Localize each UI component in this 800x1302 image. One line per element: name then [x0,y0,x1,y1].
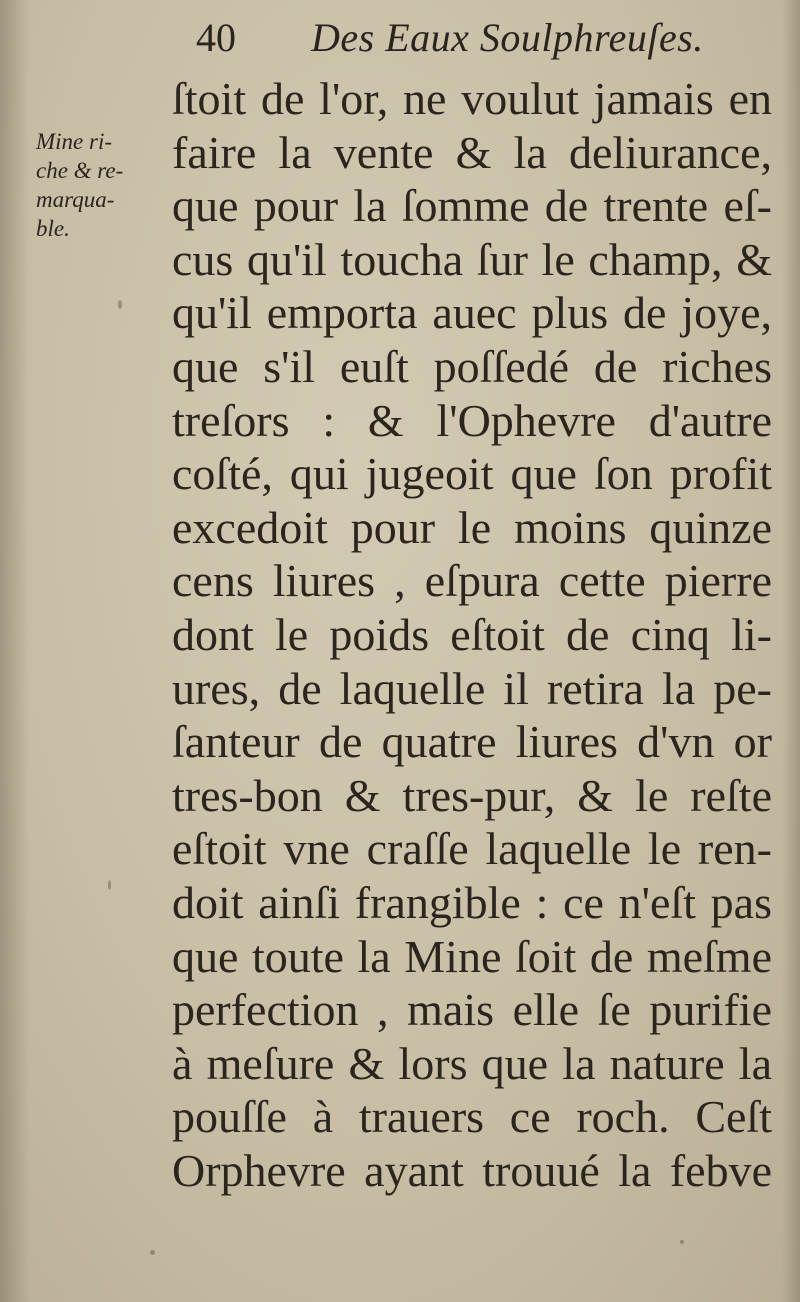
marginal-note [36,127,156,243]
text-line: coſté, qui jugeoit que ſon profit [172,448,772,500]
page-number: 40 [196,15,236,60]
page-header [196,10,756,70]
text-line: ſtoit de l'or, ne voulut jamais en [172,73,772,124]
text-line: doit ainſi frangible : ce n'eſt pas [172,876,772,928]
marginal-note-line: ble. [36,216,70,241]
text-line: faire la vente & la deliurance, [172,126,772,178]
text-line: pouſſe à trauers ce roch. Ceſt [172,1091,772,1143]
text-line: ſanteur de quatre liures d'vn or [172,716,772,768]
text-line: qu'il emporta auec plus de joye, [172,287,772,339]
marginal-note-line: marqua- [36,187,115,212]
page-gutter-shadow [0,0,30,1302]
text-line: cus qu'il toucha ſur le champ, & [172,233,772,285]
text-line: cens liures , eſpura cette pierre [172,555,772,607]
running-title: Des Eaux Soulphreuſes. [311,15,704,60]
text-line: ures, de laquelle il retira la pe- [172,662,772,714]
text-line: tres-bon & tres-pur, & le reſte [172,769,772,821]
text-line: Orphevre ayant trouué la febve [172,1144,772,1196]
paper-speck [118,300,122,309]
text-line: que pour la ſomme de trente eſ- [172,180,772,232]
text-line: que toute la Mine ſoit de meſme [172,930,772,982]
text-line: excedoit pour le moins quinze [172,501,772,553]
paper-speck [680,1240,684,1244]
text-line: que s'il euſt poſſedé de riches [172,340,772,392]
text-line: à meſure & lors que la nature la [172,1037,772,1089]
text-line: treſors : & l'Ophevre d'autre [172,394,772,446]
body-text [172,72,772,1197]
text-line: eſtoit vne craſſe laquelle le ren- [172,823,772,875]
paper-speck [150,1250,155,1255]
page-edge-shadow [782,0,800,1302]
marginal-note-line: Mine ri- [36,129,113,154]
paper-speck [108,880,111,890]
text-line: perfection , mais elle ſe purifie [172,984,772,1036]
marginal-note-line: che & re- [36,158,124,183]
text-line: dont le poids eſtoit de cinq li- [172,608,772,660]
